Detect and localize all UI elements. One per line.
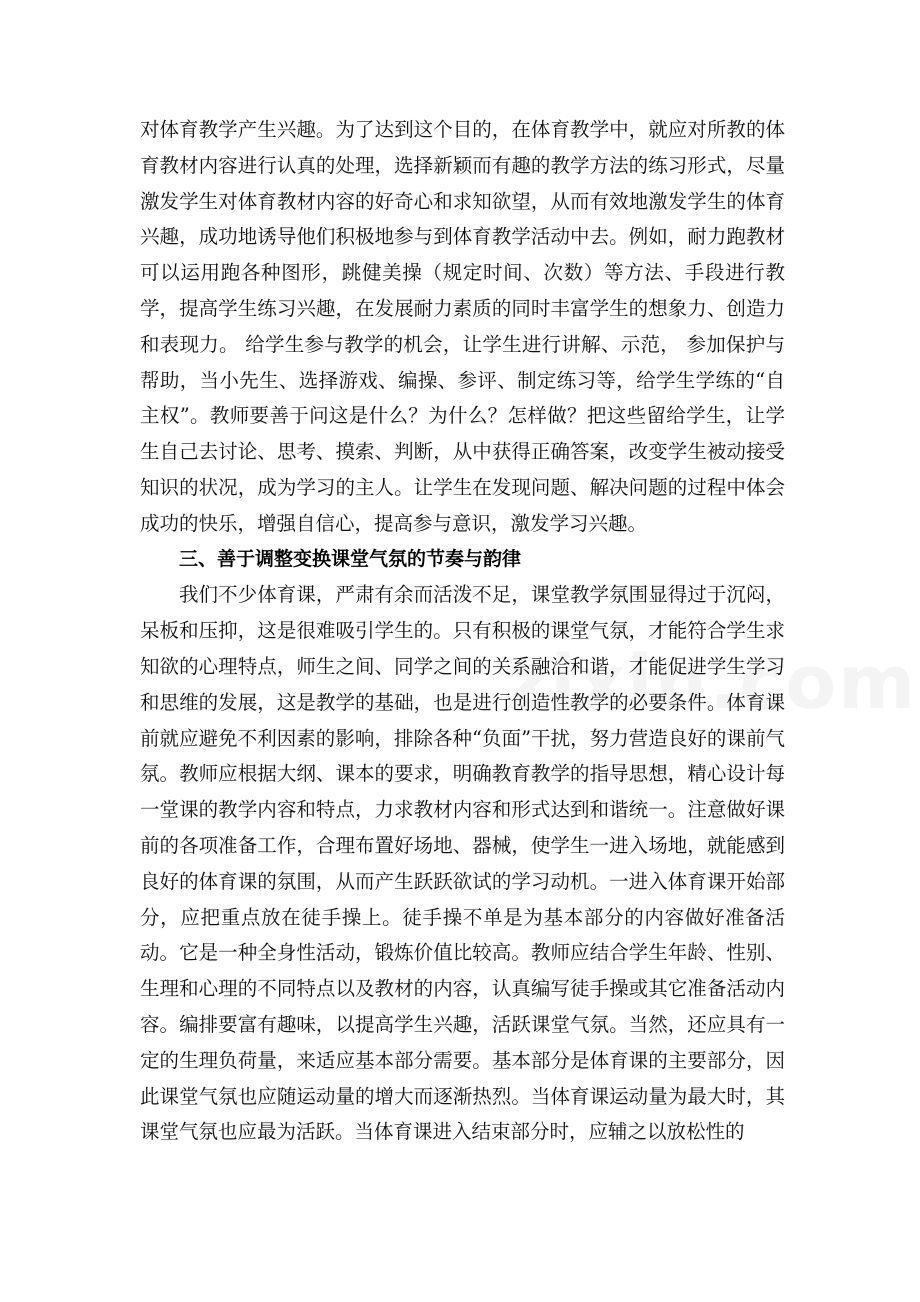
body-paragraph-2: 我们不少体育课，严肃有余而活泼不足，课堂教学氛围显得过于沉闷，呆板和压抑，这是很难吸引学生的。只有积极的课堂气氛，才能符合学生求知欲的心理特点，师生之间、同学之间的关系融洽和谐，才能促进学生学习和思维的发展，这是教学的基础，也是进行创造性教学的必要条件。体育课前就应避免不利因素的影响，排除各种“负面”干扰，努力营造良好的课前气氛。教师应根据大纲、课本的要求，明确教育教学的指导思想，精心设计每一堂课的教学内容和特点，力求教材内容和形式达到和谐统一。注意做好课前的各项准备工作，合理布置好场地、器械，使学生一进入场地，就能感到良好的体育课的氛围，从而产生跃跃欲试的学习动机。一进入体育课开始部分，应把重点放在徒手操上。徒手操不单是为基本部分的内容做好准备活动。它是一种全身性活动，锻炼价值比较高。教师应结合学生年龄、性别、生理和心理的不同特点以及教材的内容，认真编写徒手操或其它准备活动内容。编排要富有趣味，以提高学生兴趣，活跃课堂气氛。当然，还应具有一定的生理负荷量，来适应基本部分需要。基本部分是体育课的主要部分，因此课堂气氛也应随运动量的增大而逐渐热烈。当体育课运动量为最大时，其课堂气氛也应最为活跃。当体育课进入结束部分时，应辅之以放松性的 xyxy=(140,583,785,1144)
document-body xyxy=(140,112,785,1150)
section-heading: 三、善于调整变换课堂气氛的节奏与韵律 xyxy=(179,547,522,570)
body-paragraph-1: 对体育教学产生兴趣。为了达到这个目的，在体育教学中，就应对所教的体育教材内容进行认真的处理，选择新颖而有趣的教学方法的练习形式，尽量激发学生对体育教材内容的好奇心和求知欲望，从而有效地激发学生的体育兴趣，成功地诱导他们积极地参与到体育教学活动中去。例如，耐力跑教材可以运用跑各种图形，跳健美操（规定时间、次数）等方法、手段进行教学，提高学生练习兴趣，在发展耐力素质的同时丰富学生的想象力、创造力和表现力。 给学生参与教学的机会，让学生进行讲解、示范， 参加保护与帮助，当小先生、选择游戏、编操、参评、制定练习等，给学生学练的“自主权”。教师要善于问这是什么？为什么？怎样做？把这些留给学生，让学生自己去讨论、思考、摸索、判断，从中获得正确答案，改变学生被动接受知识的状况，成为学习的主人。让学生在发现问题、解决问题的过程中体会成功的快乐，增强自信心，提高参与意识，激发学习兴趣。 xyxy=(140,118,785,535)
